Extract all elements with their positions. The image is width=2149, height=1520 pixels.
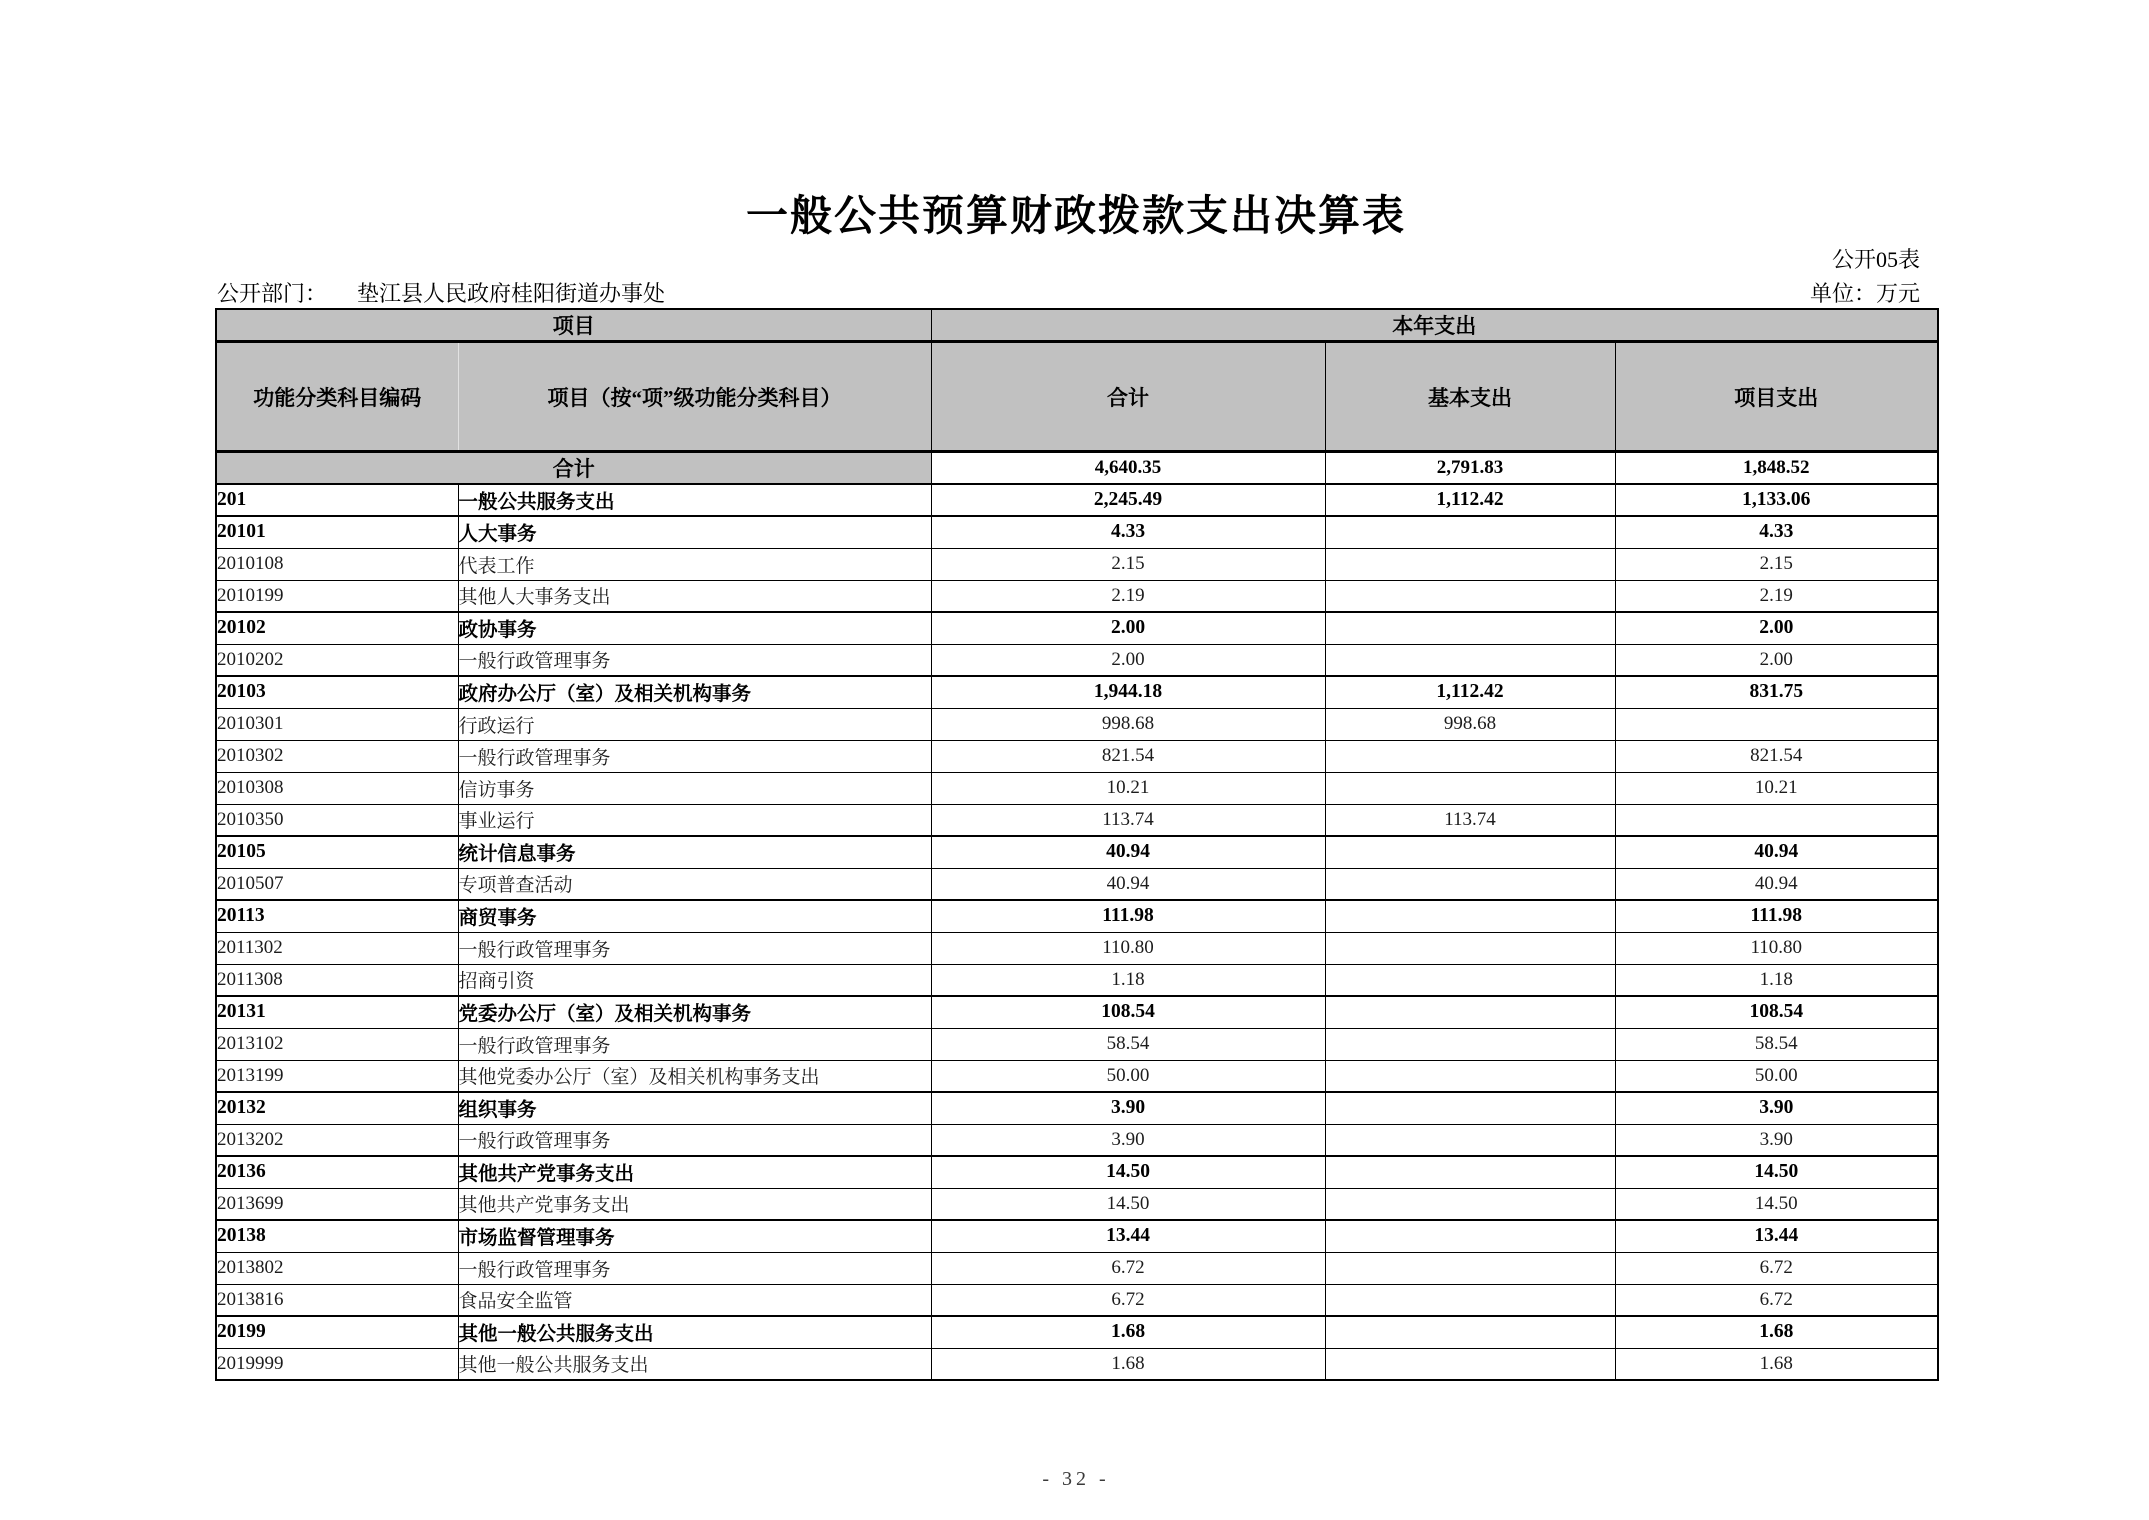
cell-project (1615, 708, 1938, 740)
table-code-label: 公开05表 (1831, 247, 1920, 272)
cell-name: 政协事务 (458, 612, 931, 644)
cell-total: 10.21 (931, 772, 1325, 804)
header-group-item: 项目 (216, 309, 931, 342)
page-number: - 32 - (1042, 1468, 1110, 1490)
cell-code: 2011302 (216, 932, 458, 964)
cell-name: 信访事务 (458, 772, 931, 804)
table-row (216, 1156, 1938, 1188)
table-row (216, 1252, 1938, 1284)
table-row (216, 612, 1938, 644)
cell-project: 13.44 (1615, 1220, 1938, 1252)
cell-project: 10.21 (1615, 772, 1938, 804)
cell-name: 一般行政管理事务 (458, 644, 931, 676)
cell-project (1615, 804, 1938, 836)
table-row (216, 932, 1938, 964)
cell-name: 招商引资 (458, 964, 931, 996)
department-line (217, 277, 665, 308)
cell-code: 2010350 (216, 804, 458, 836)
cell-total: 14.50 (931, 1156, 1325, 1188)
cell-basic (1325, 996, 1615, 1028)
cell-name: 代表工作 (458, 548, 931, 580)
cell-project: 3.90 (1615, 1124, 1938, 1156)
cell-total: 14.50 (931, 1188, 1325, 1220)
cell-code: 2010108 (216, 548, 458, 580)
cell-total: 1.68 (931, 1348, 1325, 1380)
cell-basic (1325, 1252, 1615, 1284)
cell-name: 一般公共服务支出 (458, 484, 931, 516)
cell-basic (1325, 772, 1615, 804)
table-row (216, 548, 1938, 580)
header-group-year: 本年支出 (931, 309, 1938, 342)
cell-project: 14.50 (1615, 1188, 1938, 1220)
cell-project: 1,133.06 (1615, 484, 1938, 516)
cell-name: 市场监督管理事务 (458, 1220, 931, 1252)
cell-code: 20113 (216, 900, 458, 932)
cell-basic: 2,791.83 (1325, 452, 1615, 485)
cell-code: 2010199 (216, 580, 458, 612)
cell-name: 统计信息事务 (458, 836, 931, 868)
cell-total: 50.00 (931, 1060, 1325, 1092)
cell-total: 3.90 (931, 1124, 1325, 1156)
cell-basic: 1,112.42 (1325, 484, 1615, 516)
cell-basic (1325, 900, 1615, 932)
cell-basic (1325, 1220, 1615, 1252)
cell-total: 2.19 (931, 580, 1325, 612)
table-row (216, 516, 1938, 548)
cell-basic (1325, 1316, 1615, 1348)
cell-basic: 998.68 (1325, 708, 1615, 740)
cell-name: 一般行政管理事务 (458, 1028, 931, 1060)
cell-basic (1325, 932, 1615, 964)
table-row (216, 580, 1938, 612)
cell-basic (1325, 1124, 1615, 1156)
cell-project: 1.68 (1615, 1348, 1938, 1380)
cell-total: 2.00 (931, 644, 1325, 676)
cell-name: 一般行政管理事务 (458, 1252, 931, 1284)
cell-total: 108.54 (931, 996, 1325, 1028)
cell-project: 2.00 (1615, 644, 1938, 676)
cell-project: 3.90 (1615, 1092, 1938, 1124)
table-row (216, 484, 1938, 516)
table-header (216, 309, 1938, 452)
cell-total: 2.15 (931, 548, 1325, 580)
cell-project: 40.94 (1615, 836, 1938, 868)
unit-label: 单位：万元 (1809, 281, 1920, 306)
cell-name: 其他党委办公厅（室）及相关机构事务支出 (458, 1060, 931, 1092)
cell-basic (1325, 516, 1615, 548)
cell-total: 6.72 (931, 1284, 1325, 1316)
header-col-project: 项目支出 (1615, 342, 1938, 452)
table-row (216, 836, 1938, 868)
cell-basic (1325, 1156, 1615, 1188)
cell-code: 201 (216, 484, 458, 516)
department-value: 垫江县人民政府桂阳街道办事处 (357, 281, 666, 306)
cell-name: 其他一般公共服务支出 (458, 1348, 931, 1380)
department-label: 公开部门： (217, 281, 328, 306)
table-row (216, 1220, 1938, 1252)
cell-basic (1325, 548, 1615, 580)
cell-total: 821.54 (931, 740, 1325, 772)
cell-name: 商贸事务 (458, 900, 931, 932)
cell-basic (1325, 836, 1615, 868)
cell-project: 2.19 (1615, 580, 1938, 612)
table-row (216, 1124, 1938, 1156)
cell-project: 1.68 (1615, 1316, 1938, 1348)
cell-code: 20138 (216, 1220, 458, 1252)
cell-code: 2013202 (216, 1124, 458, 1156)
table-row (216, 1028, 1938, 1060)
cell-total: 2,245.49 (931, 484, 1325, 516)
header-col-total: 合计 (931, 342, 1325, 452)
header-group-row (216, 309, 1938, 342)
table-row (216, 708, 1938, 740)
cell-code: 2013102 (216, 1028, 458, 1060)
cell-project: 6.72 (1615, 1284, 1938, 1316)
cell-project: 110.80 (1615, 932, 1938, 964)
cell-project: 6.72 (1615, 1252, 1938, 1284)
table-row (216, 772, 1938, 804)
cell-name: 一般行政管理事务 (458, 1124, 931, 1156)
cell-code: 20102 (216, 612, 458, 644)
cell-basic (1325, 1348, 1615, 1380)
table-row (216, 996, 1938, 1028)
cell-code: 20136 (216, 1156, 458, 1188)
cell-project: 4.33 (1615, 516, 1938, 548)
header-col-name: 项目（按“项”级功能分类科目） (458, 342, 931, 452)
table-row (216, 644, 1938, 676)
table-row (216, 1092, 1938, 1124)
cell-name: 事业运行 (458, 804, 931, 836)
table-row (216, 676, 1938, 708)
cell-code: 20131 (216, 996, 458, 1028)
cell-total: 4.33 (931, 516, 1325, 548)
cell-project: 40.94 (1615, 868, 1938, 900)
cell-project: 1.18 (1615, 964, 1938, 996)
cell-total: 2.00 (931, 612, 1325, 644)
cell-project: 831.75 (1615, 676, 1938, 708)
table-row (216, 740, 1938, 772)
cell-total: 1.18 (931, 964, 1325, 996)
cell-name: 其他一般公共服务支出 (458, 1316, 931, 1348)
cell-total: 40.94 (931, 836, 1325, 868)
cell-total: 110.80 (931, 932, 1325, 964)
table-row (216, 1060, 1938, 1092)
cell-code: 2010308 (216, 772, 458, 804)
meta-line (217, 277, 1920, 308)
cell-total: 4,640.35 (931, 452, 1325, 485)
cell-project: 111.98 (1615, 900, 1938, 932)
table-row (216, 964, 1938, 996)
cell-name: 一般行政管理事务 (458, 932, 931, 964)
cell-code: 2013816 (216, 1284, 458, 1316)
header-columns-row (216, 342, 1938, 452)
cell-name: 组织事务 (458, 1092, 931, 1124)
cell-code: 2010301 (216, 708, 458, 740)
cell-project: 2.15 (1615, 548, 1938, 580)
table-row (216, 1316, 1938, 1348)
total-row (216, 452, 1938, 485)
cell-project: 58.54 (1615, 1028, 1938, 1060)
cell-name: 食品安全监管 (458, 1284, 931, 1316)
table-row (216, 1188, 1938, 1220)
cell-total: 58.54 (931, 1028, 1325, 1060)
cell-basic (1325, 1284, 1615, 1316)
cell-basic (1325, 964, 1615, 996)
table-row (216, 1348, 1938, 1380)
table-row (216, 868, 1938, 900)
table-body (216, 452, 1938, 1381)
cell-name: 行政运行 (458, 708, 931, 740)
total-row-label: 合计 (216, 452, 931, 485)
cell-name: 其他人大事务支出 (458, 580, 931, 612)
page-title: 一般公共预算财政拨款支出决算表 (745, 194, 1406, 240)
cell-code: 2010507 (216, 868, 458, 900)
cell-basic (1325, 1060, 1615, 1092)
table-row (216, 804, 1938, 836)
cell-total: 113.74 (931, 804, 1325, 836)
cell-code: 2011308 (216, 964, 458, 996)
cell-basic (1325, 1188, 1615, 1220)
cell-name: 政府办公厅（室）及相关机构事务 (458, 676, 931, 708)
cell-code: 2013699 (216, 1188, 458, 1220)
cell-total: 1.68 (931, 1316, 1325, 1348)
cell-name: 党委办公厅（室）及相关机构事务 (458, 996, 931, 1028)
cell-basic: 1,112.42 (1325, 676, 1615, 708)
cell-total: 111.98 (931, 900, 1325, 932)
cell-code: 20199 (216, 1316, 458, 1348)
cell-project: 821.54 (1615, 740, 1938, 772)
cell-code: 20132 (216, 1092, 458, 1124)
cell-name: 专项普查活动 (458, 868, 931, 900)
cell-name: 其他共产党事务支出 (458, 1156, 931, 1188)
cell-code: 2013802 (216, 1252, 458, 1284)
cell-basic (1325, 868, 1615, 900)
header-col-code: 功能分类科目编码 (216, 342, 458, 452)
cell-project: 50.00 (1615, 1060, 1938, 1092)
cell-project: 2.00 (1615, 612, 1938, 644)
cell-code: 2010302 (216, 740, 458, 772)
cell-total: 3.90 (931, 1092, 1325, 1124)
cell-code: 2010202 (216, 644, 458, 676)
cell-code: 2019999 (216, 1348, 458, 1380)
table-row (216, 900, 1938, 932)
cell-project: 1,848.52 (1615, 452, 1938, 485)
cell-basic (1325, 740, 1615, 772)
cell-name: 其他共产党事务支出 (458, 1188, 931, 1220)
cell-total: 998.68 (931, 708, 1325, 740)
cell-total: 1,944.18 (931, 676, 1325, 708)
cell-basic (1325, 612, 1615, 644)
cell-total: 40.94 (931, 868, 1325, 900)
cell-code: 2013199 (216, 1060, 458, 1092)
cell-basic: 113.74 (1325, 804, 1615, 836)
cell-basic (1325, 644, 1615, 676)
cell-project: 108.54 (1615, 996, 1938, 1028)
cell-total: 6.72 (931, 1252, 1325, 1284)
cell-project: 14.50 (1615, 1156, 1938, 1188)
cell-basic (1325, 580, 1615, 612)
cell-basic (1325, 1092, 1615, 1124)
header-col-basic: 基本支出 (1325, 342, 1615, 452)
table-row (216, 1284, 1938, 1316)
cell-total: 13.44 (931, 1220, 1325, 1252)
cell-code: 20105 (216, 836, 458, 868)
cell-name: 人大事务 (458, 516, 931, 548)
cell-code: 20103 (216, 676, 458, 708)
cell-code: 20101 (216, 516, 458, 548)
cell-name: 一般行政管理事务 (458, 740, 931, 772)
cell-basic (1325, 1028, 1615, 1060)
budget-table (215, 308, 1939, 1381)
